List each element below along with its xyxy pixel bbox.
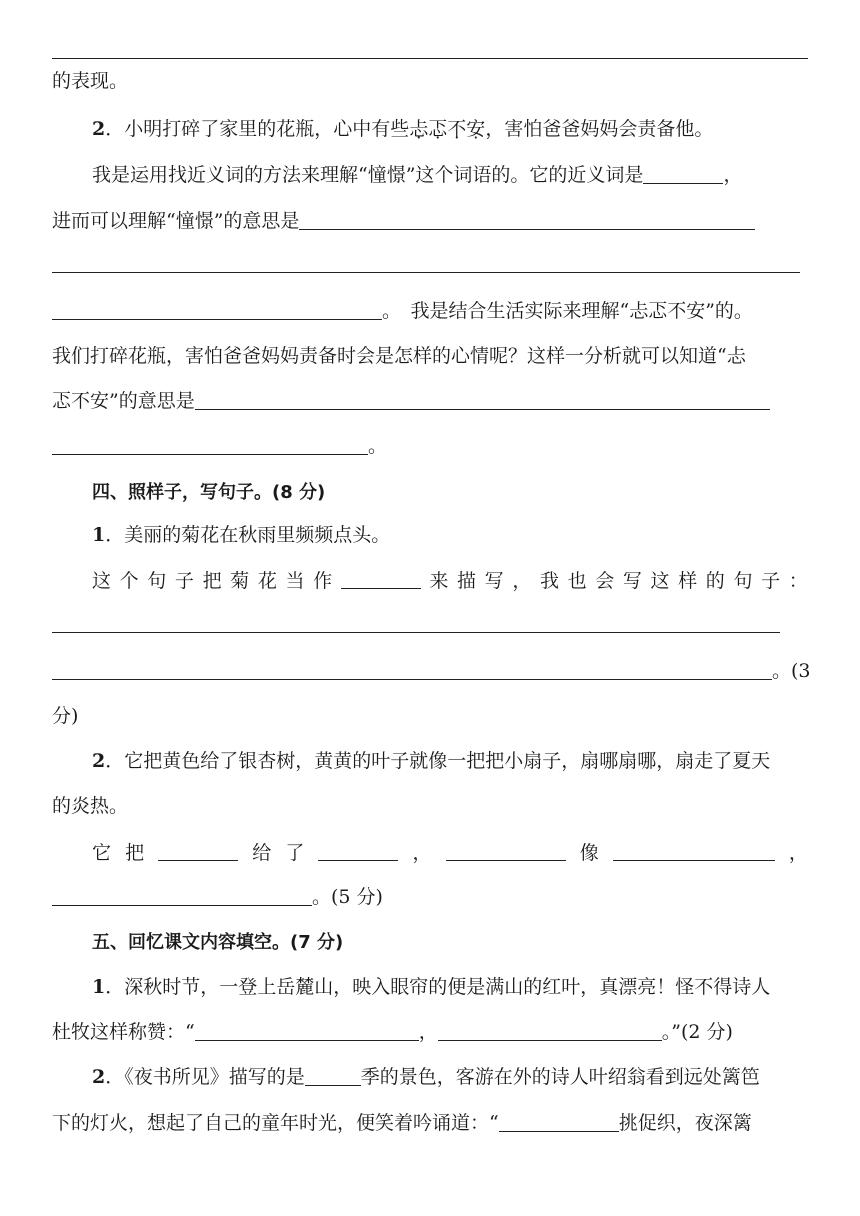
s4-q1-answer-row: 。(3 (52, 658, 808, 684)
synonym-blank[interactable] (643, 163, 723, 184)
s4-q2-blank-5[interactable] (52, 885, 312, 906)
s4-q1-prompt: 这 个 句 子 把 菊 花 当 作 来 描 写 ， 我 也 会 写 这 样 的 句 子 ： (92, 570, 808, 592)
s5-q2-sentence-a: 2．《夜书所见》描写的是 季的景色，客游在外的诗人叶绍翁看到远处篱笆 (92, 1066, 760, 1088)
tante-meaning-blank-2[interactable] (52, 434, 368, 455)
season-blank[interactable] (305, 1065, 361, 1086)
s5-q1-sentence-b: 杜牧这样称赞：“ ， 。”(2 分) (52, 1021, 733, 1043)
q3-2-para2: 进而可以理解“憧憬”的意思是 (52, 208, 808, 234)
s4-q2-blank-4[interactable] (613, 840, 775, 861)
q3-2-para5: 我们打碎花瓶，害怕爸爸妈妈责备时会是怎样的心情呢？这样一分析就可以知道“忐 (52, 345, 746, 367)
meaning-blank-line[interactable] (52, 272, 800, 273)
s4-q1-score: 分) (52, 705, 79, 727)
s4-q2-blank-1[interactable] (158, 840, 238, 861)
s5-q1-sentence-a: 1．深秋时节，一登上岳麓山，映入眼帘的便是满山的红叶，真漂亮！怪不得诗人 (92, 976, 771, 998)
top-rule (52, 58, 808, 59)
section5-heading: 五、回忆课文内容填空。(7 分) (92, 932, 344, 953)
metaphor-blank[interactable] (341, 568, 421, 589)
s4-q2-blank-3[interactable] (446, 840, 566, 861)
s5-q2-sentence-b: 下的灯火，想起了自己的童年时光，便笑着吟诵道：“ 挑促织，夜深篱 (52, 1112, 752, 1134)
poem-blank-2[interactable] (438, 1020, 662, 1041)
prev-question-tail: 的表现。 (52, 70, 129, 92)
s4-q2-sentence-b: 的炎热。 (52, 795, 129, 817)
q3-2-para7: 。 (52, 433, 808, 459)
s4-q2-sentence-a: 2．它把黄色给了银杏树，黄黄的叶子就像一把把小扇子，扇哪扇哪，扇走了夏天 (92, 750, 771, 772)
q3-2-para4: 。 我是结合生活实际来理解“忐忑不安”的。 (52, 298, 808, 324)
q3-2-sentence: 2．小明打碎了家里的花瓶，心中有些忐忑不安，害怕爸爸妈妈会责备他。 (92, 118, 714, 140)
q3-2-para6: 忑不安”的意思是 (52, 388, 808, 414)
section4-heading: 四、照样子，写句子。(8 分) (92, 482, 326, 503)
meaning-blank-1[interactable] (299, 209, 755, 230)
s4-q1-answer-line-1[interactable] (52, 632, 780, 633)
tante-meaning-blank-1[interactable] (195, 389, 770, 410)
s4-q1-sentence: 1．美丽的菊花在秋雨里频频点头。 (92, 524, 391, 546)
q3-2-para1: 我是运用找近义词的方法来理解“憧憬”这个词语的。它的近义词是 ， (92, 164, 743, 186)
poem-blank-1[interactable] (195, 1020, 419, 1041)
s4-q2-answer-row: 。(5 分) (52, 884, 808, 910)
s4-q2-blank-2[interactable] (318, 840, 398, 861)
s4-q2-prompt: 它 把 给 了 ， 像 ， (92, 842, 808, 864)
s4-q1-answer-line-2[interactable] (52, 659, 772, 680)
poem-blank-3[interactable] (499, 1111, 619, 1132)
meaning-blank-2[interactable] (52, 299, 382, 320)
